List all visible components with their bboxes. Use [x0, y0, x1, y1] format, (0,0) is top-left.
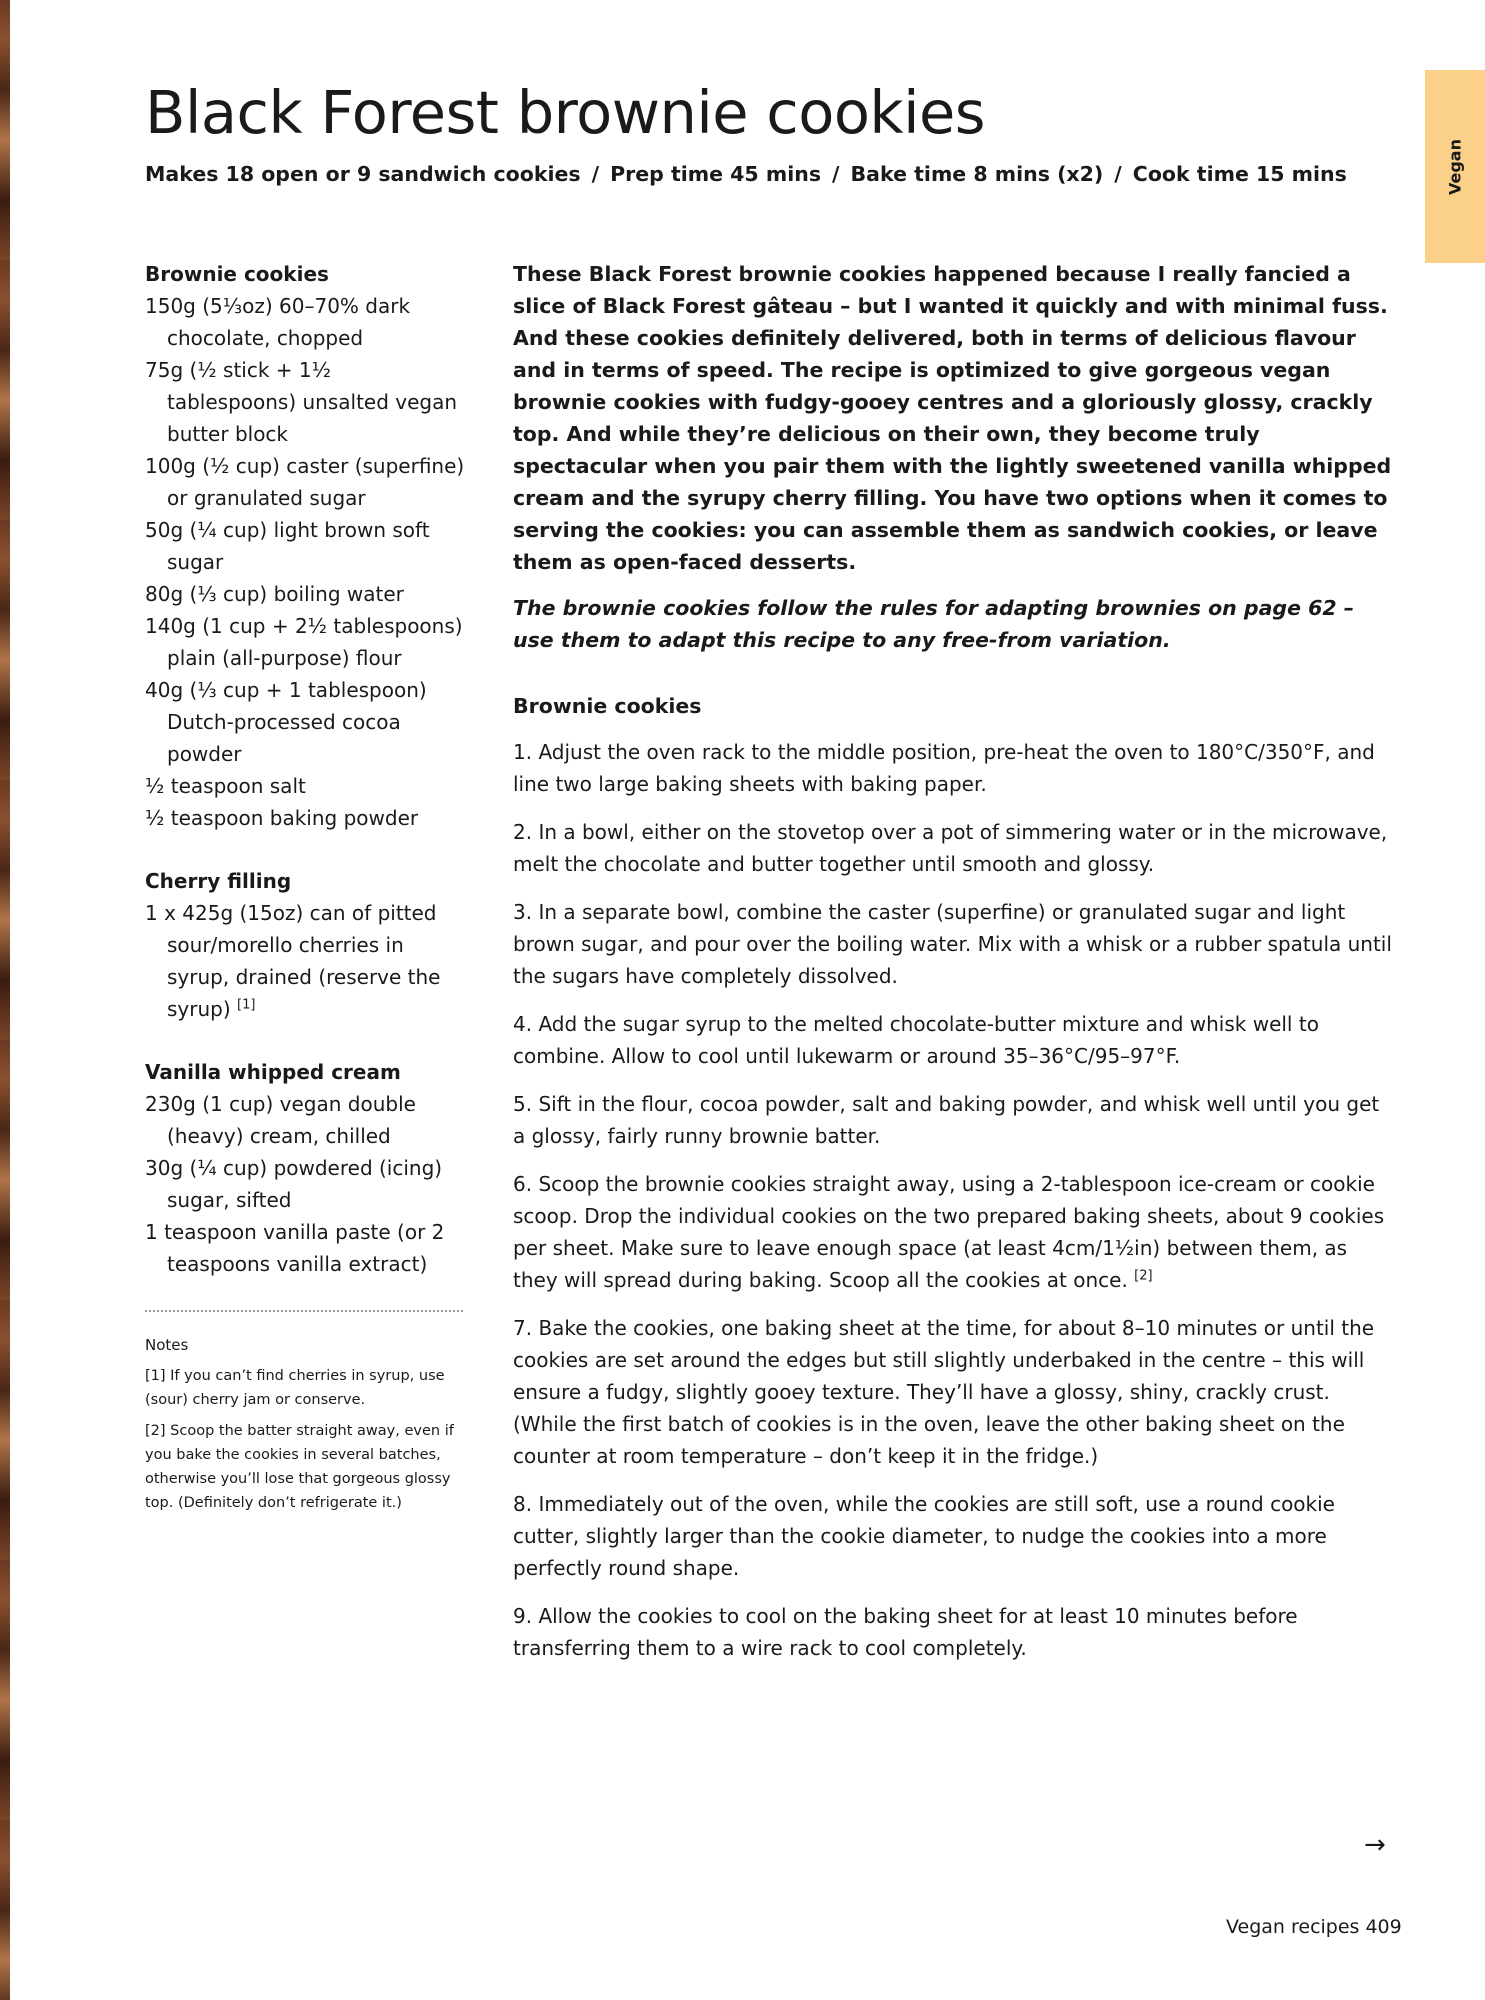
intro-paragraph: These Black Forest brownie cookies happened because I really fancied a slice of Black Forest gâteau – but I wanted it quickly and with minimal fuss. And these cookies definitely delivered, both in terms of delicious flavour and in terms of speed. The recipe is optimized to give gorgeous vegan brownie cookies with fudgy-gooey centres and a gloriously glossy, crackly top. And while they’re delicious on their own, they become truly spectacular when you pair them with the lightly sweetened vanilla whipped cream and the syrupy cherry filling. You have two options when it comes to serving the cookies: you can assemble them as sandwich cookies, or leave them as open-faced desserts.	[513, 262, 1392, 574]
next-page-arrow-icon[interactable]: →	[1364, 1830, 1386, 1860]
ingredient-group-cherry	[145, 865, 465, 1025]
method-step: 4. Add the sugar syrup to the melted chocolate-butter mixture and whisk well to combine. Allow to cool until lukewarm or around 35–36°C/95–97°F.	[513, 1012, 1319, 1068]
notes-heading: Notes	[145, 1336, 189, 1354]
recipe-title: Black Forest brownie cookies	[145, 78, 986, 147]
ingredient-group-brownie	[145, 258, 465, 834]
method-heading: Brownie cookies	[513, 694, 702, 718]
notes-section	[145, 1336, 465, 1515]
ingredient-text: 1 x 425g (15oz) can of pitted sour/morello cherries in syrup, drained (reserve the syrup)	[145, 901, 441, 1021]
section-tab-label: Vegan	[1445, 138, 1465, 195]
method-step	[513, 1168, 1393, 1296]
method-step: 1. Adjust the oven rack to the middle position, pre-heat the oven to 180°C/350°F, and line two large baking sheets with baking paper.	[513, 740, 1375, 796]
edge-photo-strip	[0, 0, 10, 2000]
ingredient-item: 1 teaspoon vanilla paste (or 2 teaspoons vanilla extract)	[145, 1220, 445, 1276]
footer-section: Vegan recipes	[1226, 1916, 1360, 1938]
method-step-text: 6. Scoop the brownie cookies straight away, using a 2-tablespoon ice-cream or cookie scoop. Drop the individual cookies on the two prepared baking sheets, about 9 cookies per sheet. Make sure to leave enough space (at least 4cm/1½in) between them, as they will spread during baking. Scoop all the cookies at once.	[513, 1172, 1385, 1292]
method-step: 2. In a bowl, either on the stovetop over a pot of simmering water or in the microwave, melt the chocolate and butter together until smooth and glossy.	[513, 820, 1388, 876]
ingredient-list	[145, 897, 465, 1025]
section-tab	[1425, 70, 1485, 263]
ingredient-group-heading: Cherry filling	[145, 869, 292, 893]
ingredient-item: 75g (½ stick + 1½ tablespoons) unsalted vegan butter block	[145, 358, 458, 446]
footnote-ref: [1]	[237, 997, 256, 1013]
meta-separator: /	[832, 162, 840, 186]
ingredient-item: 140g (1 cup + 2½ tablespoons) plain (all-purpose) flour	[145, 614, 463, 670]
dotted-divider	[145, 1310, 463, 1312]
recipe-meta	[145, 162, 1347, 186]
note-item: [1] If you can’t find cherries in syrup, use (sour) cherry jam or conserve.	[145, 1368, 445, 1408]
meta-cook: Cook time 15 mins	[1132, 162, 1347, 186]
page-number: 409	[1365, 1916, 1402, 1938]
ingredient-item: ½ teaspoon salt	[145, 774, 306, 798]
page-footer	[1226, 1916, 1402, 1938]
footnote-ref: [2]	[1134, 1268, 1153, 1284]
meta-bake: Bake time 8 mins (x2)	[850, 162, 1104, 186]
ingredients-column	[145, 258, 465, 1522]
meta-prep: Prep time 45 mins	[610, 162, 822, 186]
ingredient-group-heading: Brownie cookies	[145, 262, 329, 286]
meta-separator: /	[1114, 162, 1122, 186]
method-column	[513, 258, 1393, 1680]
ingredient-item: 50g (¼ cup) light brown soft sugar	[145, 518, 430, 574]
ingredient-list	[145, 290, 465, 834]
method-step: 8. Immediately out of the oven, while the cookies are still soft, use a round cookie cutter, slightly larger than the cookie diameter, to nudge the cookies into a more perfectly round shape.	[513, 1492, 1335, 1580]
ingredient-item: 30g (¼ cup) powdered (icing) sugar, sifted	[145, 1156, 443, 1212]
method-step: 7. Bake the cookies, one baking sheet at the time, for about 8–10 minutes or until the cookies are set around the edges but still slightly underbaked in the centre – this will ensure a fudgy, slightly gooey texture. They’ll have a glossy, shiny, crackly crust. (While the first batch of cookies is in the oven, leave the other baking sheet on the counter at room temperature – don’t keep it in the fridge.)	[513, 1316, 1375, 1468]
ingredient-group-cream	[145, 1056, 465, 1280]
ingredient-group-heading: Vanilla whipped cream	[145, 1060, 401, 1084]
ingredient-item: 80g (⅓ cup) boiling water	[145, 582, 404, 606]
ingredient-item	[145, 897, 465, 1025]
ingredient-item: 40g (⅓ cup + 1 tablespoon) Dutch-processed cocoa powder	[145, 678, 427, 766]
method-step: 3. In a separate bowl, combine the caster (superfine) or granulated sugar and light brown sugar, and pour over the boiling water. Mix with a whisk or a rubber spatula until the sugars have completely dissolved.	[513, 900, 1392, 988]
method-step: 9. Allow the cookies to cool on the baking sheet for at least 10 minutes before transferring them to a wire rack to cool completely.	[513, 1604, 1298, 1660]
ingredient-item: 150g (5⅓oz) 60–70% dark chocolate, chopped	[145, 294, 411, 350]
meta-separator: /	[591, 162, 600, 186]
ingredient-item: 100g (½ cup) caster (superfine) or granulated sugar	[145, 454, 465, 510]
ingredient-item: ½ teaspoon baking powder	[145, 806, 419, 830]
ingredient-list	[145, 1088, 465, 1280]
ingredient-item: 230g (1 cup) vegan double (heavy) cream, chilled	[145, 1092, 416, 1148]
adaptation-note: The brownie cookies follow the rules for adapting brownies on page 62 – use them to adapt this recipe to any free-from variation.	[513, 596, 1355, 652]
note-item: [2] Scoop the batter straight away, even if you bake the cookies in several batches, otherwise you’ll lose that gorgeous glossy top. (Definitely don’t refrigerate it.)	[145, 1423, 454, 1511]
method-step: 5. Sift in the flour, cocoa powder, salt and baking powder, and whisk well until you get a glossy, fairly runny brownie batter.	[513, 1092, 1380, 1148]
meta-makes: Makes 18 open or 9 sandwich cookies	[145, 162, 581, 186]
